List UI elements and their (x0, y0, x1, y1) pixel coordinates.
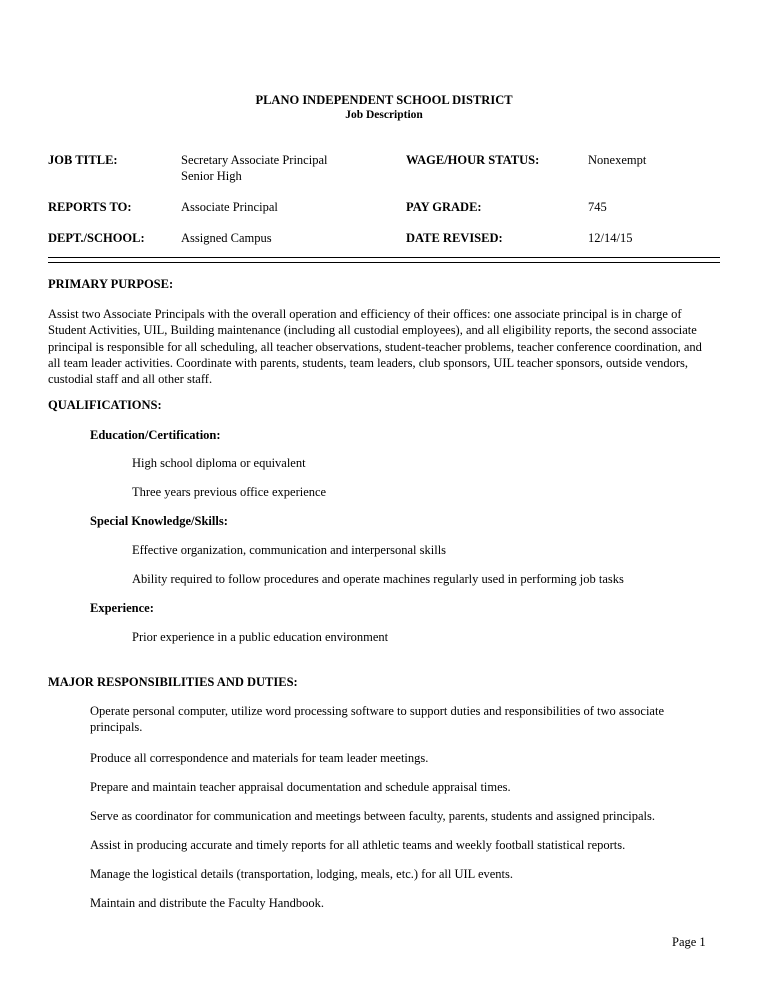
primary-purpose-text (48, 306, 728, 387)
wage-status-label: WAGE/HOUR STATUS: (406, 153, 540, 167)
district-title: PLANO INDEPENDENT SCHOOL DISTRICT (255, 93, 513, 107)
primary-purpose-heading: PRIMARY PURPOSE: (48, 277, 174, 291)
experience-item: Prior experience in a public education environment (132, 630, 389, 644)
wage-status-value: Nonexempt (588, 153, 647, 167)
dept-school-value: Assigned Campus (181, 231, 272, 245)
pay-grade-label: PAY GRADE: (406, 200, 482, 214)
purpose-line: Student Activities, UIL, Building maintenance (including all custodial employees), and all eligibility reports, the second associate (48, 323, 697, 338)
section-divider (48, 257, 720, 263)
job-title-value-line1: Secretary Associate Principal (181, 153, 328, 167)
duty-item: Maintain and distribute the Faculty Handbook. (90, 896, 324, 910)
job-title-value-line2: Senior High (181, 169, 242, 183)
education-item: High school diploma or equivalent (132, 456, 306, 470)
skills-item: Ability required to follow procedures and operate machines regularly used in performing job tasks (132, 572, 624, 586)
reports-to-label: REPORTS TO: (48, 200, 132, 214)
date-revised-label: DATE REVISED: (406, 231, 503, 245)
education-item: Three years previous office experience (132, 485, 327, 499)
skills-heading: Special Knowledge/Skills: (90, 514, 228, 528)
skills-item: Effective organization, communication and interpersonal skills (132, 543, 447, 557)
job-title-label: JOB TITLE: (48, 153, 118, 167)
duty-item: Prepare and maintain teacher appraisal documentation and schedule appraisal times. (90, 780, 511, 794)
duty-item (90, 703, 710, 736)
duty-item: Manage the logistical details (transportation, lodging, meals, etc.) for all UIL events. (90, 867, 514, 881)
page-number: Page 1 (672, 935, 706, 949)
purpose-line: principal is responsible for all scheduling, all teacher observations, student-teacher problems, teacher conference coordination, and (48, 339, 702, 354)
responsibilities-heading: MAJOR RESPONSIBILITIES AND DUTIES: (48, 675, 298, 689)
purpose-line: custodial staff and all other staff. (48, 372, 213, 386)
duty-line: principals. (90, 720, 143, 735)
date-revised-value: 12/14/15 (588, 231, 633, 245)
education-heading: Education/Certification: (90, 428, 221, 442)
document-type: Job Description (345, 109, 423, 121)
reports-to-value: Associate Principal (181, 200, 278, 214)
qualifications-heading: QUALIFICATIONS: (48, 398, 162, 412)
duty-line: Operate personal computer, utilize word processing software to support duties and responsibilities of two associate (90, 704, 665, 718)
duty-item: Produce all correspondence and materials for team leader meetings. (90, 751, 429, 765)
duty-item: Assist in producing accurate and timely reports for all athletic teams and weekly football statistical reports. (90, 838, 626, 852)
experience-heading: Experience: (90, 601, 154, 615)
purpose-line: all team leader activities. Coordinate with parents, students, team leaders, club sponsors, UIL teacher sponsors, outside vendors, (48, 355, 688, 370)
duty-item: Serve as coordinator for communication and meetings between faculty, parents, students and assigned principals. (90, 809, 655, 823)
dept-school-label: DEPT./SCHOOL: (48, 231, 145, 245)
purpose-line: Assist two Associate Principals with the overall operation and efficiency of their offices: one associate principal is in charge of (48, 307, 682, 321)
pay-grade-value: 745 (588, 200, 607, 214)
